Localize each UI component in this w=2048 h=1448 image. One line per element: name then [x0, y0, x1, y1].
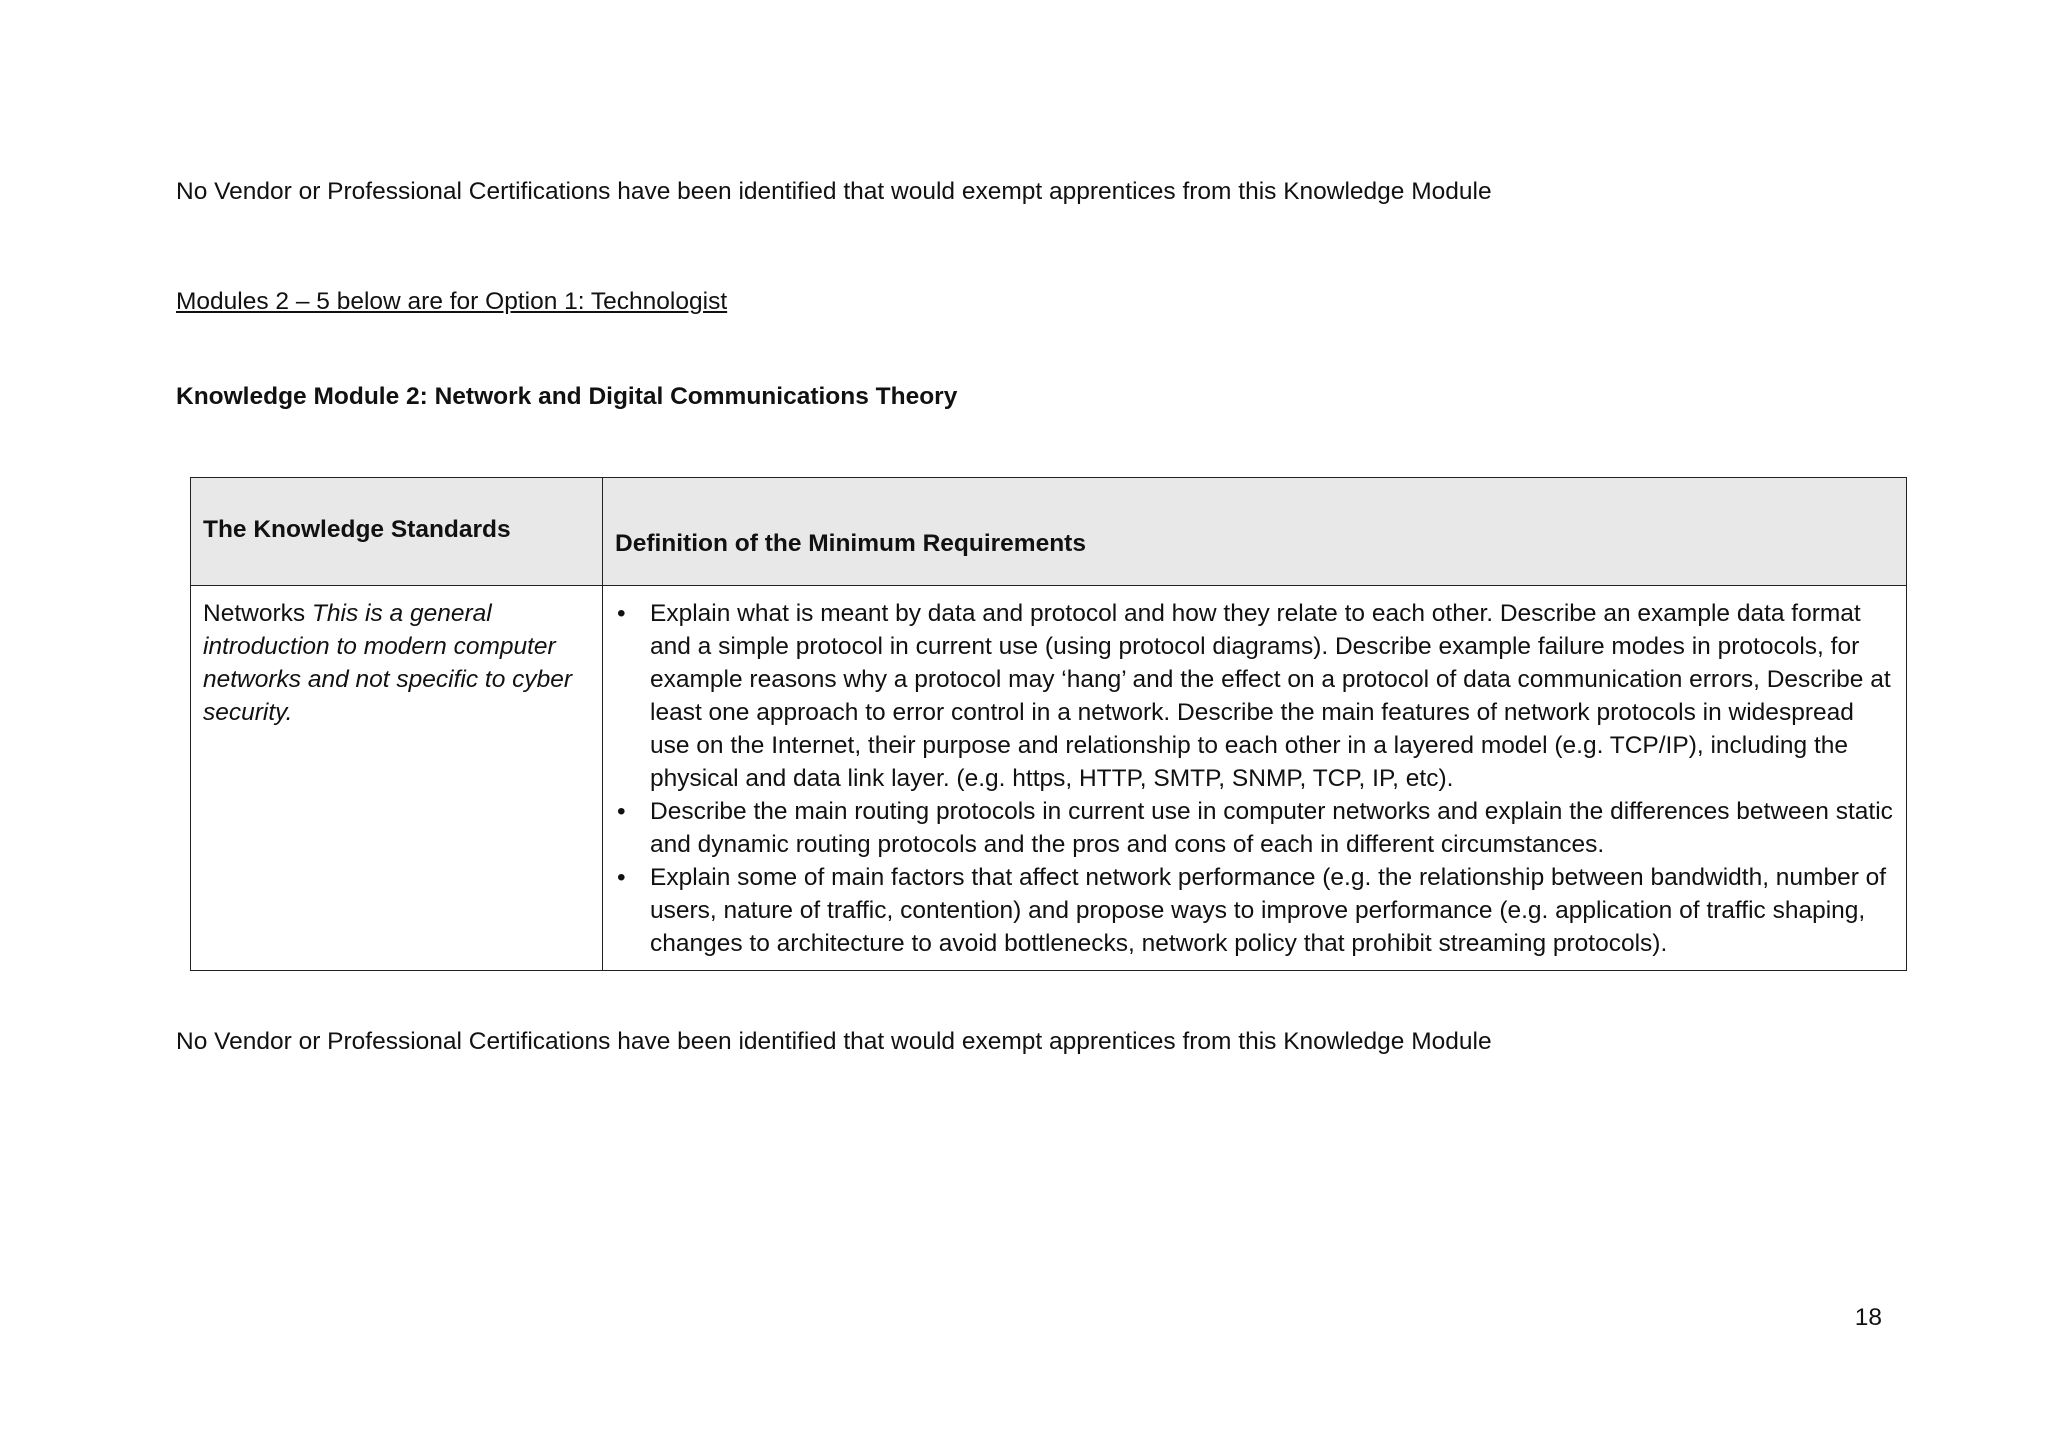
- bullet-icon: •: [617, 864, 626, 891]
- certification-note-bottom: No Vendor or Professional Certifications have been identified that would exempt apprentices from this Knowledge Module: [176, 1028, 1492, 1055]
- header-knowledge-standards: The Knowledge Standards: [191, 478, 603, 586]
- bullet-icon: •: [617, 600, 626, 627]
- knowledge-standard-cell: [191, 586, 603, 971]
- topic-name: Networks: [203, 600, 306, 627]
- table-header-row: [191, 478, 1907, 586]
- requirements-list: [615, 597, 1894, 960]
- header-minimum-requirements: Definition of the Minimum Requirements: [603, 478, 1907, 586]
- option-heading: Modules 2 – 5 below are for Option 1: Technologist: [176, 288, 728, 315]
- requirement-text: Describe the main routing protocols in current use in computer networks and explain the differences between static and dynamic routing protocols and the pros and cons of each in different circumstances.: [650, 798, 1893, 858]
- requirement-text: Explain some of main factors that affect network performance (e.g. the relationship between bandwidth, number of users, nature of traffic, contention) and propose ways to improve performance (e.g. application of traffic shaping, changes to architecture to avoid bottlenecks, network policy that prohibit streaming protocols).: [650, 864, 1887, 957]
- bullet-icon: •: [617, 798, 626, 825]
- module-title: Knowledge Module 2: Network and Digital Communications Theory: [176, 383, 958, 410]
- list-item: [615, 597, 1894, 795]
- requirements-cell: [603, 586, 1907, 971]
- topic-note: This is a general introduction to modern computer networks and not specific to cyber security.: [203, 600, 573, 726]
- certification-note-top: No Vendor or Professional Certifications have been identified that would exempt apprentices from this Knowledge Module: [176, 178, 1492, 205]
- list-item: [615, 795, 1894, 861]
- table-row: [191, 586, 1907, 971]
- list-item: [615, 861, 1894, 960]
- knowledge-standards-table: [190, 477, 1907, 971]
- requirement-text: Explain what is meant by data and protocol and how they relate to each other. Describe an example data format and a simple protocol in current use (using protocol diagrams). Describe example failure modes in protocols, for example reasons why a protocol may ‘hang’ and the effect on a protocol of data communication errors, Describe at least one approach to error control in a network. Describe the main features of network protocols in widespread use on the Internet, their purpose and relationship to each other in a layered model (e.g. TCP/IP), including the physical and data link layer. (e.g. https, HTTP, SMTP, SNMP, TCP, IP, etc).: [650, 600, 1891, 792]
- page-number: 18: [1854, 1304, 1882, 1331]
